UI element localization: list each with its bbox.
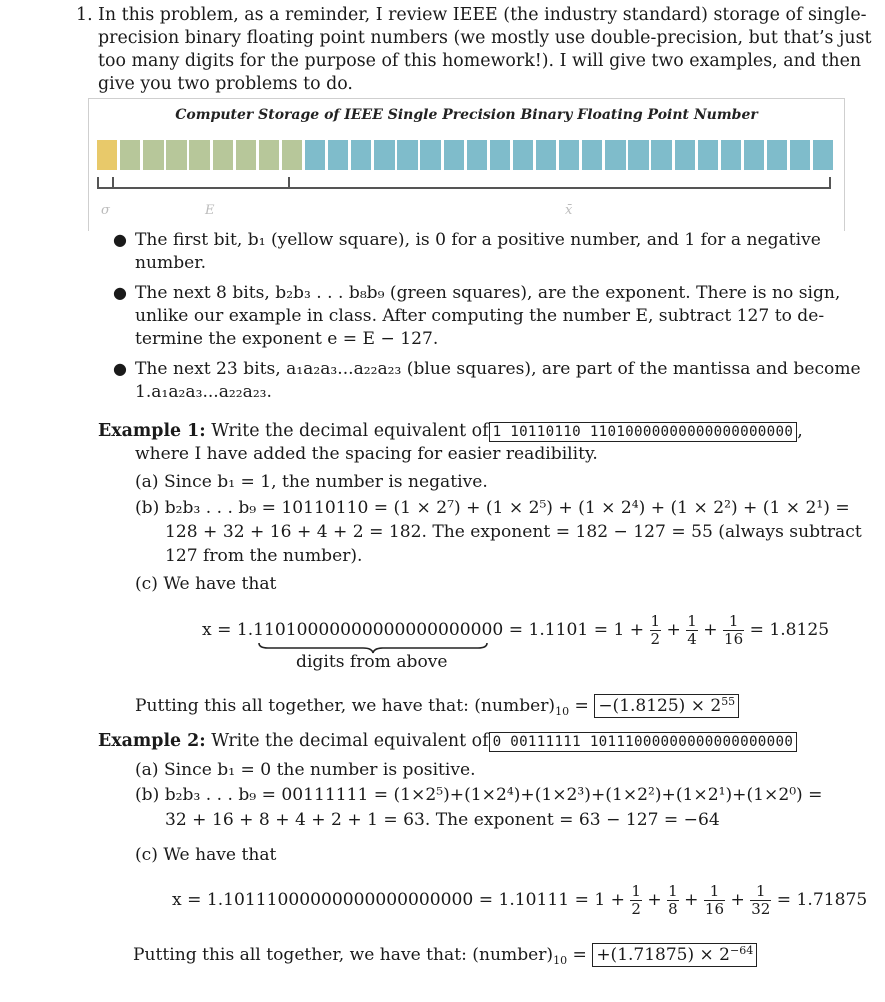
example-label: Example 1: bbox=[98, 421, 206, 441]
bullet-line: number. bbox=[135, 253, 207, 273]
figure-title: Computer Storage of IEEE Single Precision Binary Floating Point Number bbox=[175, 107, 758, 123]
sign-bracket bbox=[97, 177, 114, 189]
mantissa-bit-cell bbox=[374, 140, 394, 170]
sign-label: σ bbox=[101, 203, 110, 218]
mantissa-bit-cell bbox=[813, 140, 833, 170]
result-box: $+(1.71875) \times 2^{-64}$ bbox=[592, 943, 757, 967]
mantissa-bit-cell bbox=[305, 140, 325, 170]
exponent-bit-cell bbox=[282, 140, 302, 170]
fraction: $\frac{1}{4}$ bbox=[687, 612, 697, 648]
mantissa-bit-cell bbox=[397, 140, 417, 170]
mantissa-bit-cell bbox=[420, 140, 440, 170]
step-b: (b) b₂b₃ . . . b₉ = 00111111 = (1×2⁵)+(1×2⁴)+(1×2³)+(1×2²)+(1×2¹)+(1×2⁰) = bbox=[135, 785, 823, 805]
mantissa-bit-cell bbox=[675, 140, 695, 170]
exponent-bit-cell bbox=[166, 140, 186, 170]
step-a: (a) Since b₁ = 1, the number is negative. bbox=[135, 472, 488, 492]
mantissa-bit-cell bbox=[467, 140, 487, 170]
step-a: (a) Since b₁ = 0 the number is positive. bbox=[135, 760, 476, 780]
mantissa-bit-cell bbox=[490, 140, 510, 170]
exponent-bit-cell bbox=[120, 140, 140, 170]
fraction: $\frac{1}{2}$ bbox=[650, 612, 661, 648]
exponent-bit-cell bbox=[259, 140, 279, 170]
eq-right: = 1.8125 bbox=[749, 620, 830, 640]
step-b: (b) b₂b₃ . . . b₉ = 10110110 = (1 × 2⁷) + (1 × 2⁵) + (1 × 2⁴) + (1 × 2²) + (1 × 2¹) = bbox=[135, 498, 850, 518]
eq-digits: 11010000000000000000000 bbox=[253, 620, 504, 640]
mantissa-bit-cell bbox=[651, 140, 671, 170]
eq-mid: = 1.1101 = 1 + bbox=[508, 620, 645, 640]
mantissa-bit-cell bbox=[767, 140, 787, 170]
result-prefix: Putting this all together, we have that: (number) bbox=[133, 945, 554, 965]
fraction: $\frac{1}{8}$ bbox=[668, 882, 678, 918]
ieee-storage-figure bbox=[88, 98, 845, 231]
step-b-cont: 127 from the number). bbox=[165, 546, 363, 566]
mantissa-bit-cell bbox=[582, 140, 602, 170]
example-prompt: Write the decimal equivalent of bbox=[211, 421, 489, 441]
bullet-line: The next 8 bits, b₂b₃ . . . b₈b₉ (green squares), are the exponent. There is no sign, bbox=[135, 283, 841, 303]
step-b-cont: 128 + 32 + 16 + 4 + 2 = 182. The exponent = 182 − 127 = 55 (always subtract bbox=[165, 522, 862, 542]
exponent-bracket bbox=[113, 177, 290, 189]
equation-1: x = 1.11010000000000000000000 = 1.1101 = 1 + $\frac{1}{2}$ + $\frac{1}{4}$ + $\frac{1}{16}$ = 1.8125 bbox=[202, 612, 830, 648]
bit-cells bbox=[97, 140, 837, 170]
example-prompt: Write the decimal equivalent of bbox=[211, 731, 489, 751]
exponent-label: E bbox=[205, 203, 215, 218]
bullet-line: 1.a₁a₂a₃...a₂₂a₂₃. bbox=[135, 382, 272, 402]
bullet-dot: ● bbox=[113, 283, 127, 302]
bullet-dot: ● bbox=[113, 230, 127, 249]
mantissa-bit-cell bbox=[559, 140, 579, 170]
bullet-line: The next 23 bits, a₁a₂a₃...a₂₂a₂₃ (blue squares), are part of the mantissa and become bbox=[135, 359, 861, 379]
exponent-bit-cell bbox=[236, 140, 256, 170]
mantissa-bit-cell bbox=[513, 140, 533, 170]
eq-right: = 1.71875 bbox=[776, 890, 868, 910]
mantissa-bit-cell bbox=[444, 140, 464, 170]
exponent-bit-cell bbox=[143, 140, 163, 170]
mantissa-bit-cell bbox=[744, 140, 764, 170]
mantissa-bit-cell bbox=[721, 140, 741, 170]
trailing-comma: , bbox=[797, 421, 803, 441]
equation-2: x = 1.10111000000000000000000 = 1.10111 = 1 + $\frac{1}{2}$ + $\frac{1}{8}$ + $\frac{1}{16}$ + $\frac{1}{32}$ = 1.71875 bbox=[172, 882, 868, 918]
step-c: (c) We have that bbox=[135, 574, 277, 594]
eq-left: x = 1.10111000000000000000000 = 1.10111 = 1 + bbox=[172, 890, 625, 910]
mantissa-bit-cell bbox=[328, 140, 348, 170]
mantissa-bit-cell bbox=[698, 140, 718, 170]
intro-line: give you two problems to do. bbox=[98, 74, 353, 94]
example-label: Example 2: bbox=[98, 731, 206, 751]
mantissa-bit-cell bbox=[628, 140, 648, 170]
exponent-bit-cell bbox=[213, 140, 233, 170]
mantissa-bit-cell bbox=[790, 140, 810, 170]
intro-line: precision binary floating point numbers (we mostly use double-precision, but that’s just bbox=[98, 28, 872, 48]
step-b-cont: 32 + 16 + 8 + 4 + 2 + 1 = 63. The exponent = 63 − 127 = −64 bbox=[165, 810, 720, 830]
intro-line: In this problem, as a reminder, I review IEEE (the industry standard) storage of single- bbox=[98, 5, 867, 25]
exponent-bit-cell bbox=[189, 140, 209, 170]
bullet-line: The first bit, b₁ (yellow square), is 0 for a positive number, and 1 for a negative bbox=[135, 230, 821, 250]
bullet-dot: ● bbox=[113, 359, 127, 378]
mantissa-bit-cell bbox=[351, 140, 371, 170]
fraction: $\frac{1}{32}$ bbox=[751, 882, 771, 918]
mantissa-bit-cell bbox=[605, 140, 625, 170]
fraction: $\frac{1}{16}$ bbox=[724, 612, 744, 648]
eq-left: x = 1. bbox=[202, 620, 254, 640]
bit-string-box: 0 00111111 10111000000000000000000 bbox=[489, 732, 798, 752]
example-line: where I have added the spacing for easier readibility. bbox=[135, 444, 598, 464]
result-line-1: Putting this all together, we have that: $(number)_{10} = -(1.8125) \times 2^{55}$ bbox=[135, 694, 739, 718]
result-box: $-(1.8125) \times 2^{55}$ bbox=[594, 694, 739, 718]
problem-number: 1. bbox=[76, 5, 93, 25]
bit-string-box: 1 10110110 11010000000000000000000 bbox=[489, 422, 798, 442]
mantissa-bracket bbox=[289, 177, 831, 189]
result-line-2: Putting this all together, we have that: $(number)_{10} = +(1.71875) \times 2^{-64}$ bbox=[133, 943, 757, 967]
fraction: $\frac{1}{16}$ bbox=[704, 882, 725, 918]
mantissa-label: x̄ bbox=[565, 203, 573, 218]
bullet-line: termine the exponent e = E − 127. bbox=[135, 329, 439, 349]
step-c: (c) We have that bbox=[135, 845, 277, 865]
bullet-line: unlike our example in class. After computing the number E, subtract 127 to de- bbox=[135, 306, 825, 326]
sign-bit-cell bbox=[97, 140, 117, 170]
brace-label: digits from above bbox=[296, 652, 448, 672]
intro-line: too many digits for the purpose of this homework!). I will give two examples, and then bbox=[98, 51, 862, 71]
result-prefix: Putting this all together, we have that: (number) bbox=[135, 696, 556, 716]
fraction: $\frac{1}{2}$ bbox=[631, 882, 641, 918]
mantissa-bit-cell bbox=[536, 140, 556, 170]
